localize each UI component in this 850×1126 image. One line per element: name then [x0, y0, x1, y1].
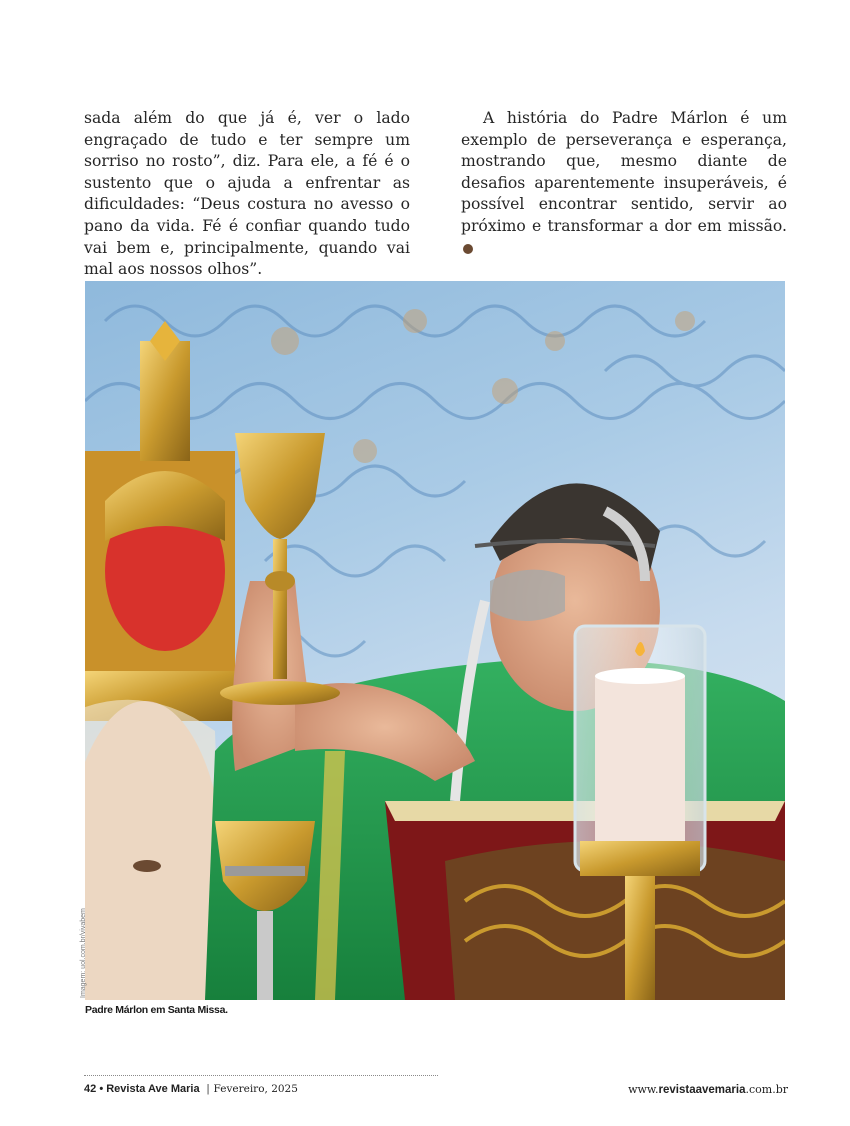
url-prefix: www. — [628, 1083, 659, 1096]
footer-bullet: • — [99, 1083, 104, 1095]
footer-publication-info — [84, 1083, 298, 1095]
photo-credit: Imagem: uol.com.br/vivabem — [80, 908, 87, 998]
page-number: 42 — [84, 1083, 97, 1095]
statue-crown — [85, 321, 235, 721]
end-of-article-mark — [463, 244, 473, 254]
photo-illustration — [85, 281, 785, 1000]
issue-date: Fevereiro, 2025 — [213, 1083, 298, 1095]
article-column-right — [461, 108, 787, 259]
footer-website-link[interactable] — [628, 1083, 788, 1096]
article-text-left: sada além do que já é, ver o lado engraçado de tudo e ter sempre um sorriso no rosto”, diz. Para ele, a fé é o sustento que o ajuda a enfrentar as dificuldades: “Deus costura no avesso o pano da vida. Fé é confiar quando tudo vai bem e, principalmente, quando vai mal aos nossos olhos”. — [84, 109, 410, 279]
footer-divider — [84, 1075, 438, 1076]
article-text-right: A história do Padre Márlon é um exemplo de perseverança e esperança, mostrando que, mesmo diante de desafios aparentemente insuperáveis, é possível encontrar sentido, servir ao próximo e transformar a dor em missão. — [461, 109, 787, 235]
magazine-name: Revista Ave Maria — [106, 1083, 200, 1095]
url-suffix: .com.br — [745, 1083, 788, 1096]
photo-caption: Padre Márlon em Santa Missa. — [85, 1004, 228, 1016]
statue-face — [85, 700, 225, 1000]
footer-separator: | — [206, 1083, 210, 1095]
url-domain: revistaavemaria — [658, 1084, 746, 1096]
article-photo — [85, 281, 785, 1000]
article-column-left — [84, 108, 410, 281]
